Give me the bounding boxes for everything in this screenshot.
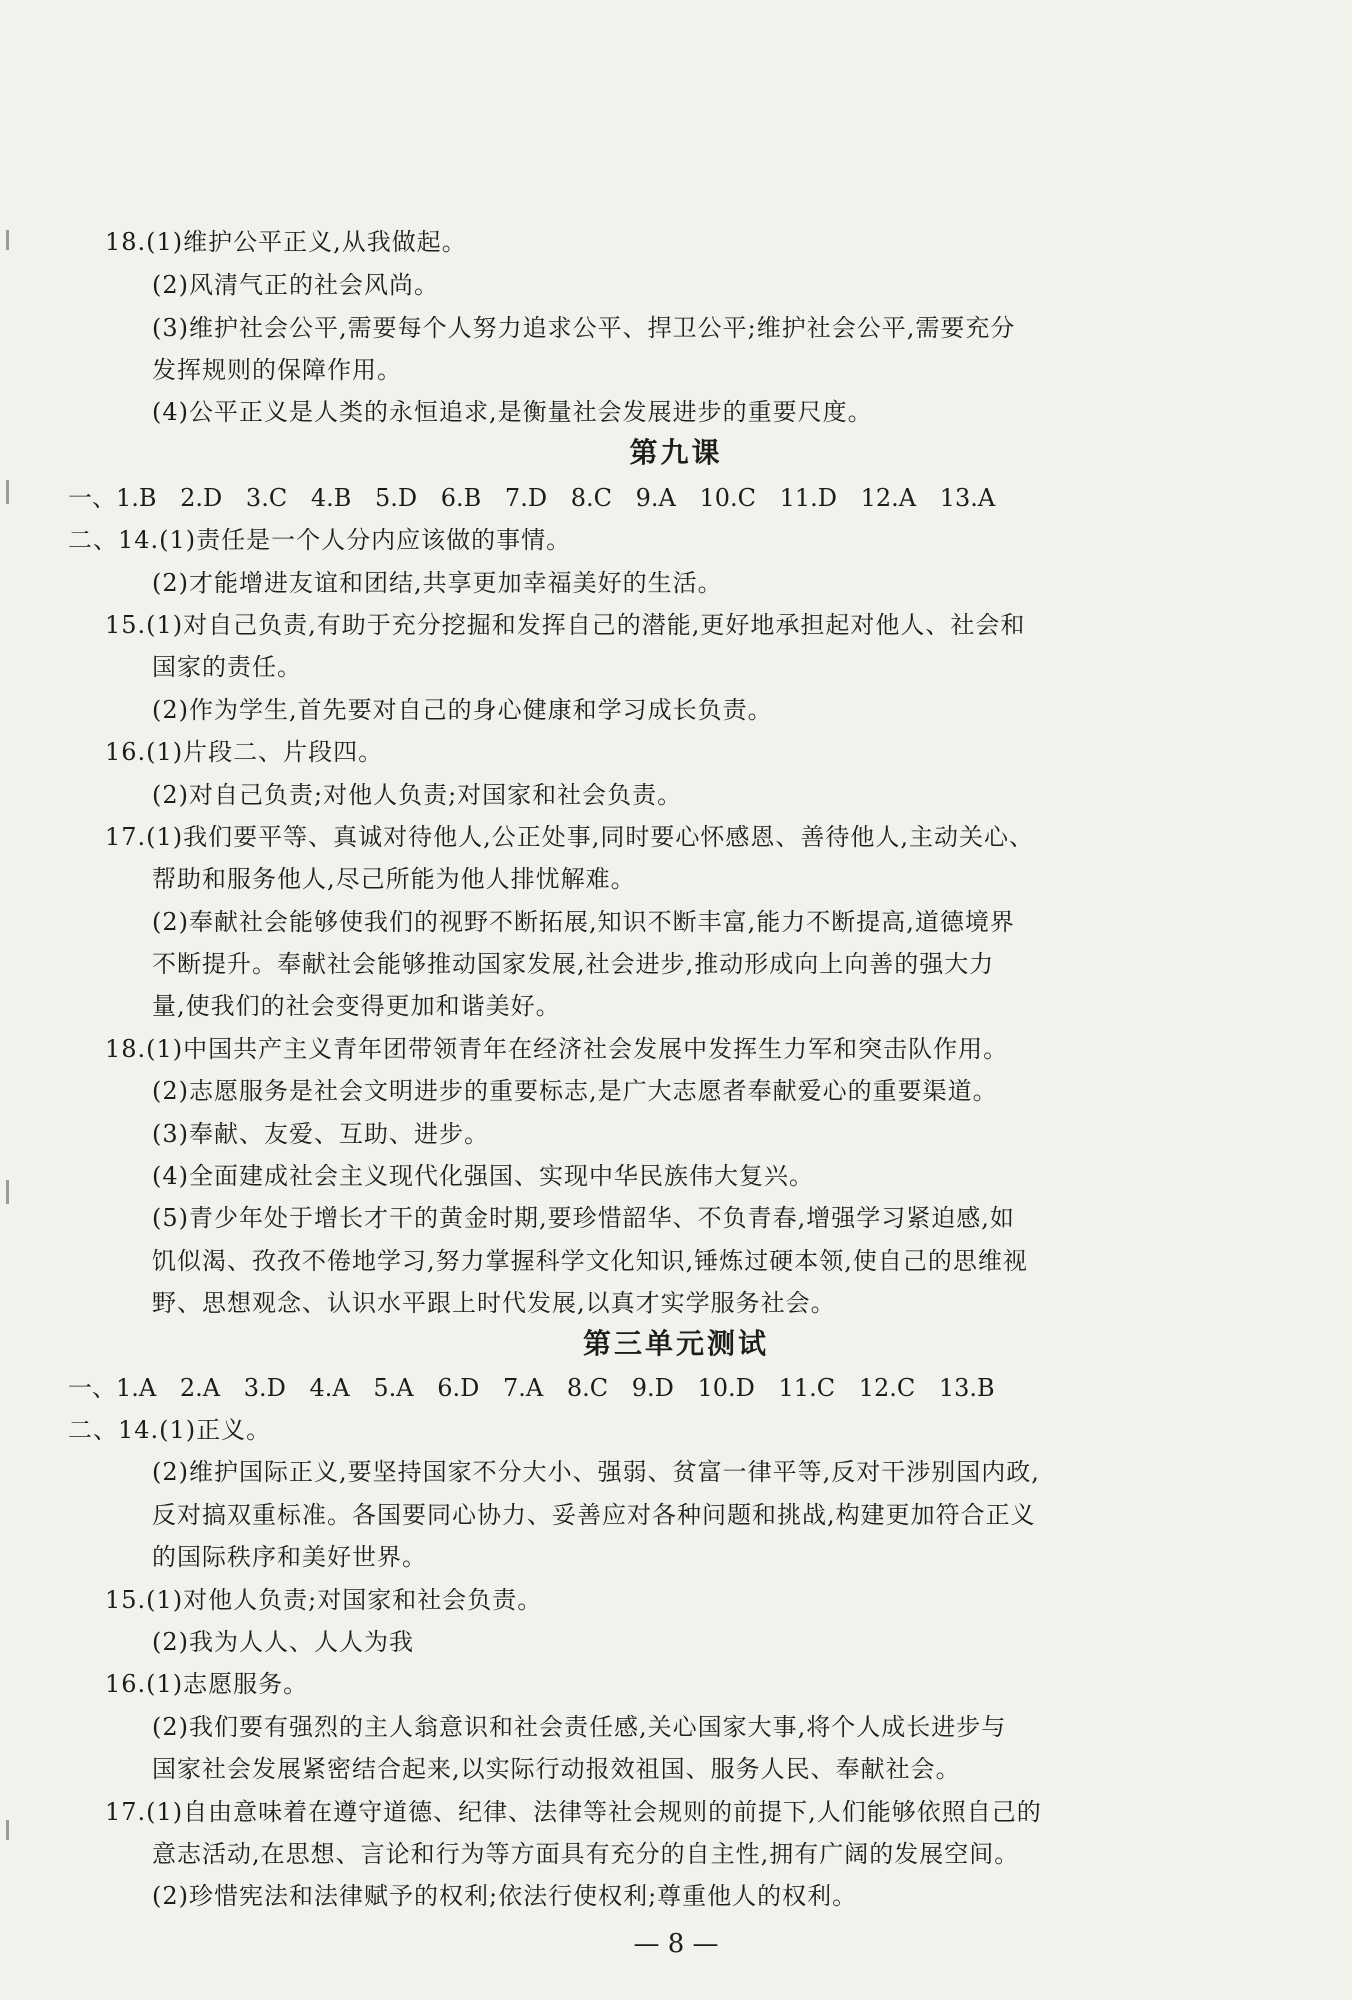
answer-line: (2)才能增进友谊和团结,共享更加幸福美好的生活。 [152, 569, 723, 597]
answer-line: (2)我们要有强烈的主人翁意识和社会责任感,关心国家大事,将个人成长进步与 [152, 1713, 1007, 1741]
section-heading-unit-3-test: 第三单元测试 [582, 1327, 769, 1360]
answer-line: (3)奉献、友爱、互助、进步。 [152, 1120, 489, 1148]
answer-line: (2)对自己负责;对他人负责;对国家和社会负责。 [152, 781, 683, 809]
scan-edge-mark [6, 480, 9, 504]
answer-line: 二、14.(1)责任是一个人分内应该做的事情。 [68, 526, 572, 554]
answer-line: 二、14.(1)正义。 [68, 1416, 272, 1444]
answer-line: (2)维护国际正义,要坚持国家不分大小、强弱、贫富一律平等,反对干涉别国内政, [152, 1458, 1040, 1486]
answer-line: (4)全面建成社会主义现代化强国、实现中华民族伟大复兴。 [152, 1162, 814, 1190]
multiple-choice-answers: 一、1.B 2.D 3.C 4.B 5.D 6.B 7.D 8.C 9.A 10.C 11.D 12.A 13.A [68, 484, 996, 512]
answer-line: 意志活动,在思想、言论和行为等方面具有充分的自主性,拥有广阔的发展空间。 [152, 1840, 1020, 1868]
scan-edge-mark [6, 1820, 9, 1840]
answer-line: 国家的责任。 [152, 653, 302, 681]
answer-line: (3)维护社会公平,需要每个人努力追求公平、捍卫公平;维护社会公平,需要充分 [152, 314, 1016, 342]
section-heading-lesson-9: 第九课 [629, 436, 723, 469]
answer-line: (5)青少年处于增长才干的黄金时期,要珍惜韶华、不负青春,增强学习紧迫感,如 [152, 1204, 1015, 1232]
answer-line: 17.(1)自由意味着在遵守道德、纪律、法律等社会规则的前提下,人们能够依照自己的 [105, 1798, 1042, 1826]
answer-line: (2)作为学生,首先要对自己的身心健康和学习成长负责。 [152, 696, 773, 724]
answer-line: 15.(1)对他人负责;对国家和社会负责。 [105, 1586, 543, 1614]
answer-line: 野、思想观念、认识水平跟上时代发展,以真才实学服务社会。 [152, 1289, 836, 1317]
answer-line: 反对搞双重标准。各国要同心协力、妥善应对各种问题和挑战,构建更加符合正义 [152, 1501, 1036, 1529]
answer-line: (2)奉献社会能够使我们的视野不断拓展,知识不断丰富,能力不断提高,道德境界 [152, 908, 1015, 936]
page-number: — 8 — [633, 1929, 719, 1959]
answer-line: 16.(1)片段二、片段四。 [105, 738, 384, 766]
answer-line: 18.(1)维护公平正义,从我做起。 [105, 228, 467, 256]
scan-edge-mark [6, 230, 9, 250]
answer-line: 饥似渴、孜孜不倦地学习,努力掌握科学文化知识,锤炼过硬本领,使自己的思维视 [152, 1247, 1028, 1275]
answer-line: 帮助和服务他人,尽己所能为他人排忧解难。 [152, 865, 636, 893]
answer-line: 15.(1)对自己负责,有助于充分挖掘和发挥自己的潜能,更好地承担起对他人、社会和 [105, 611, 1026, 639]
answer-line: 量,使我们的社会变得更加和谐美好。 [152, 992, 561, 1020]
answer-line: (2)我为人人、人人为我 [152, 1628, 414, 1656]
answer-line: 17.(1)我们要平等、真诚对待他人,公正处事,同时要心怀感恩、善待他人,主动关心、 [105, 823, 1035, 851]
answer-line: (2)志愿服务是社会文明进步的重要标志,是广大志愿者奉献爱心的重要渠道。 [152, 1077, 998, 1105]
answer-line: (2)珍惜宪法和法律赋予的权利;依法行使权利;尊重他人的权利。 [152, 1882, 858, 1910]
answer-line: 16.(1)志愿服务。 [105, 1670, 309, 1698]
multiple-choice-answers: 一、1.A 2.A 3.D 4.A 5.A 6.D 7.A 8.C 9.D 10.D 11.C 12.C 13.B [68, 1374, 995, 1402]
answer-line: 的国际秩序和美好世界。 [152, 1543, 427, 1571]
answer-line: 发挥规则的保障作用。 [152, 356, 402, 384]
answer-line: (4)公平正义是人类的永恒追求,是衡量社会发展进步的重要尺度。 [152, 398, 873, 426]
answer-line: 国家社会发展紧密结合起来,以实际行动报效祖国、服务人民、奉献社会。 [152, 1755, 961, 1783]
scan-edge-mark [6, 1180, 9, 1204]
answer-line: 18.(1)中国共产主义青年团带领青年在经济社会发展中发挥生力军和突击队作用。 [105, 1035, 1009, 1063]
answer-line: (2)风清气正的社会风尚。 [152, 271, 439, 299]
answer-line: 不断提升。奉献社会能够推动国家发展,社会进步,推动形成向上向善的强大力 [152, 950, 995, 978]
